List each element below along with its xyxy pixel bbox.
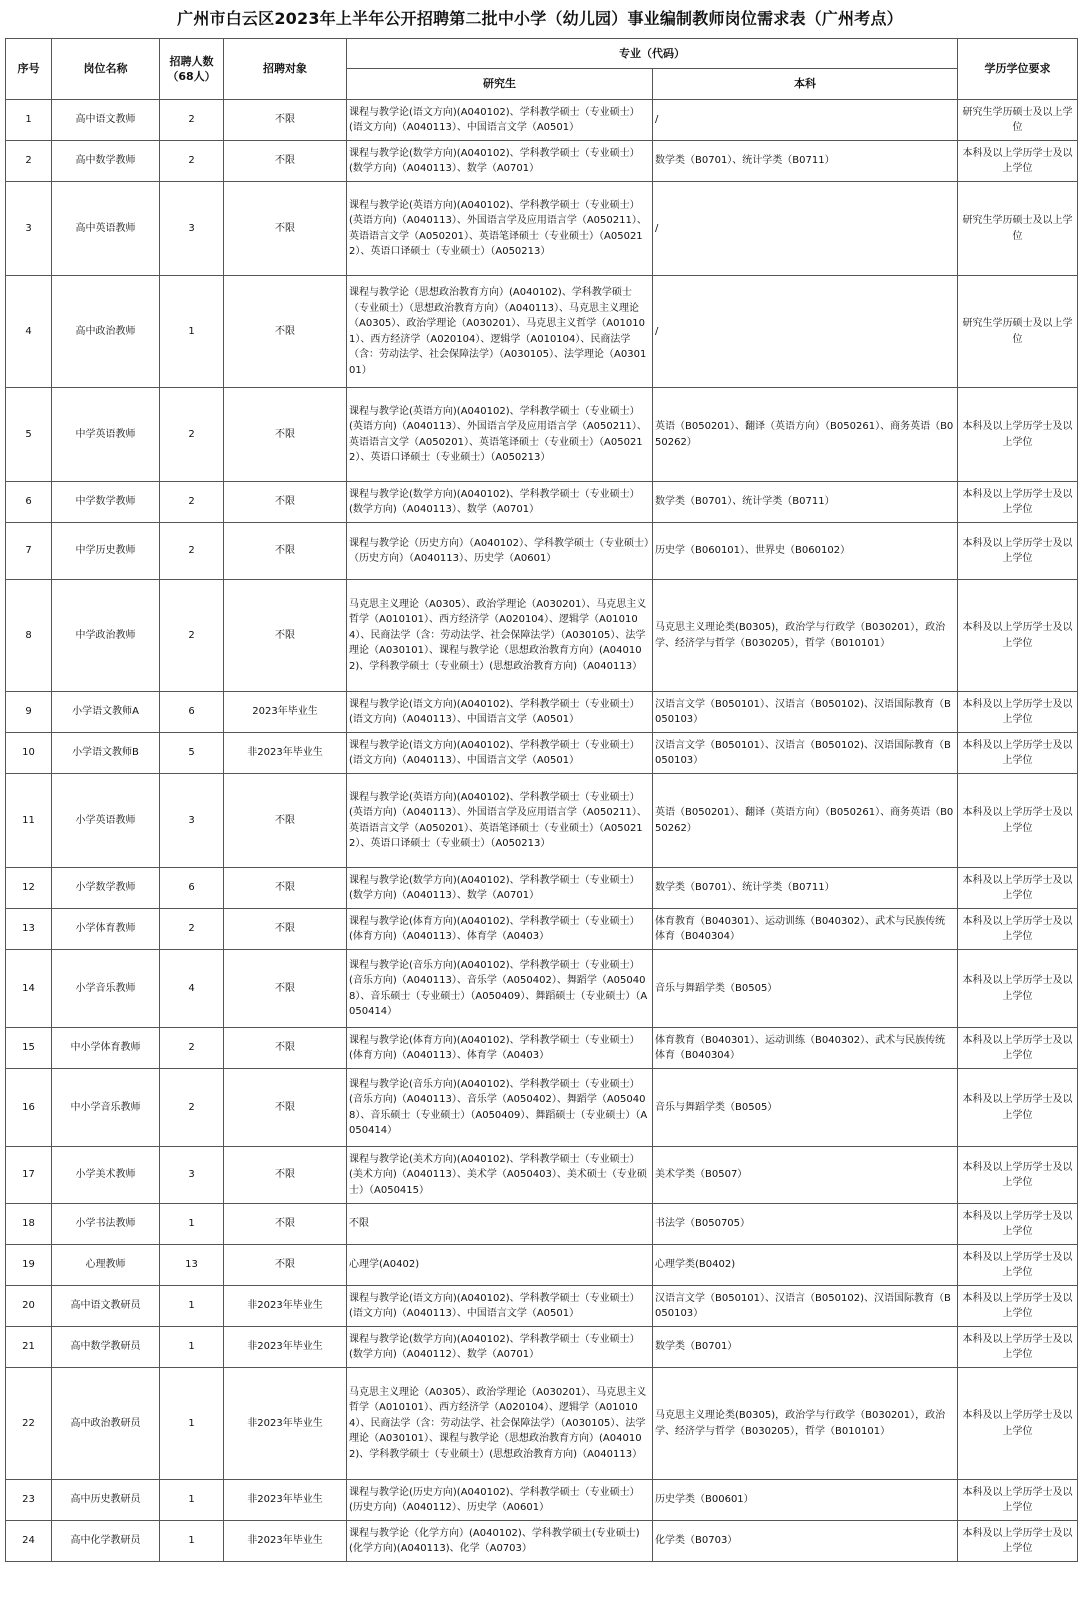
cell-count: 2 [160, 141, 224, 182]
cell-undergraduate-major: / [653, 276, 958, 388]
header-target: 招聘对象 [224, 39, 347, 100]
cell-seq: 14 [6, 950, 52, 1028]
table-row [6, 1327, 1078, 1368]
cell-target: 不限 [224, 523, 347, 580]
cell-seq: 13 [6, 909, 52, 950]
table-row [6, 1147, 1078, 1204]
cell-degree: 本科及以上学历学士及以上学位 [958, 733, 1078, 774]
cell-undergraduate-major: 数学类（B0701）、统计学类（B0711） [653, 482, 958, 523]
cell-count: 3 [160, 182, 224, 276]
cell-degree: 本科及以上学历学士及以上学位 [958, 909, 1078, 950]
cell-post: 高中语文教研员 [52, 1286, 160, 1327]
cell-graduate-major: 课程与教学论(数学方向)(A040102)、学科教学硕士（专业硕士）(数学方向)（A040113）、数学（A0701） [347, 868, 653, 909]
table-row [6, 1286, 1078, 1327]
cell-target: 不限 [224, 580, 347, 692]
cell-target: 非2023年毕业生 [224, 733, 347, 774]
table-row [6, 1069, 1078, 1147]
cell-post: 高中政治教研员 [52, 1368, 160, 1480]
cell-count: 1 [160, 1480, 224, 1521]
cell-count: 6 [160, 868, 224, 909]
table-row [6, 276, 1078, 388]
cell-graduate-major: 课程与教学论(数学方向)(A040102)、学科教学硕士（专业硕士）(数学方向)（A040113）、数学（A0701） [347, 141, 653, 182]
cell-count: 2 [160, 100, 224, 141]
cell-graduate-major: 不限 [347, 1204, 653, 1245]
recruitment-table [5, 38, 1078, 1562]
cell-degree: 研究生学历硕士及以上学位 [958, 100, 1078, 141]
cell-graduate-major: 课程与教学论(语文方向)(A040102)、学科教学硕士（专业硕士）(语文方向)（A040113）、中国语言文学（A0501） [347, 1286, 653, 1327]
cell-degree: 本科及以上学历学士及以上学位 [958, 950, 1078, 1028]
cell-count: 4 [160, 950, 224, 1028]
cell-seq: 15 [6, 1028, 52, 1069]
cell-graduate-major: 课程与教学论(体育方向)(A040102)、学科教学硕士（专业硕士）(体育方向)（A040113）、体育学（A0403） [347, 909, 653, 950]
cell-graduate-major: 课程与教学论(语文方向)(A040102)、学科教学硕士（专业硕士）(语文方向)（A040113）、中国语言文学（A0501） [347, 100, 653, 141]
cell-post: 小学数学教师 [52, 868, 160, 909]
header-post: 岗位名称 [52, 39, 160, 100]
header-undergraduate: 本科 [653, 69, 958, 100]
cell-target: 非2023年毕业生 [224, 1521, 347, 1562]
cell-count: 1 [160, 1327, 224, 1368]
header-seq: 序号 [6, 39, 52, 100]
cell-count: 2 [160, 580, 224, 692]
cell-post: 心理教师 [52, 1245, 160, 1286]
cell-graduate-major: 课程与教学论(英语方向)(A040102)、学科教学硕士（专业硕士）(英语方向)（A040113）、外国语言学及应用语言学（A050211）、英语语言文学（A050201）、英语笔译硕士（专业硕士）（A050212）、英语口译硕士（专业硕士）（A050213） [347, 388, 653, 482]
cell-graduate-major: 马克思主义理论（A0305）、政治学理论（A030201）、马克思主义哲学（A010101）、西方经济学（A020104）、逻辑学（A010104）、民商法学（含：劳动法学、社会保障法学）（A030105）、法学理论（A030101）、课程与教学论（思想政治教育方向）(A040102)、学科教学硕士（专业硕士）(思想政治教育方向)（A040113） [347, 580, 653, 692]
cell-undergraduate-major: 化学类（B0703） [653, 1521, 958, 1562]
cell-count: 1 [160, 1368, 224, 1480]
cell-graduate-major: 课程与教学论(体育方向)(A040102)、学科教学硕士（专业硕士）(体育方向)（A040113）、体育学（A0403） [347, 1028, 653, 1069]
cell-post: 小学语文教师A [52, 692, 160, 733]
cell-target: 非2023年毕业生 [224, 1286, 347, 1327]
cell-seq: 24 [6, 1521, 52, 1562]
cell-degree: 本科及以上学历学士及以上学位 [958, 1480, 1078, 1521]
cell-target: 不限 [224, 950, 347, 1028]
cell-target: 非2023年毕业生 [224, 1368, 347, 1480]
table-body [6, 100, 1078, 1562]
table-row [6, 141, 1078, 182]
table-row [6, 774, 1078, 868]
cell-degree: 本科及以上学历学士及以上学位 [958, 1327, 1078, 1368]
cell-count: 5 [160, 733, 224, 774]
header-major: 专业（代码） [347, 39, 958, 69]
cell-degree: 本科及以上学历学士及以上学位 [958, 1521, 1078, 1562]
cell-graduate-major: 课程与教学论（思想政治教育方向）(A040102)、学科教学硕士（专业硕士）（思想政治教育方向）（A040113）、马克思主义理论（A0305）、政治学理论（A030201）、马克思主义哲学（A010101）、西方经济学（A020104）、逻辑学（A010104）、民商法学（含：劳动法学、社会保障法学）（A030105）、法学理论（A030101） [347, 276, 653, 388]
cell-count: 2 [160, 388, 224, 482]
cell-seq: 4 [6, 276, 52, 388]
cell-degree: 本科及以上学历学士及以上学位 [958, 388, 1078, 482]
cell-seq: 1 [6, 100, 52, 141]
cell-graduate-major: 课程与教学论(数学方向)(A040102)、学科教学硕士（专业硕士）(数学方向)（A040113）、数学（A0701） [347, 482, 653, 523]
cell-seq: 6 [6, 482, 52, 523]
header-graduate: 研究生 [347, 69, 653, 100]
cell-seq: 5 [6, 388, 52, 482]
cell-target: 2023年毕业生 [224, 692, 347, 733]
cell-post: 高中英语教师 [52, 182, 160, 276]
cell-undergraduate-major: 英语（B050201）、翻译（英语方向）（B050261）、商务英语（B050262） [653, 774, 958, 868]
cell-post: 中小学音乐教师 [52, 1069, 160, 1147]
cell-undergraduate-major: 书法学（B050705） [653, 1204, 958, 1245]
cell-count: 3 [160, 1147, 224, 1204]
cell-post: 高中政治教师 [52, 276, 160, 388]
cell-degree: 本科及以上学历学士及以上学位 [958, 774, 1078, 868]
cell-count: 13 [160, 1245, 224, 1286]
cell-undergraduate-major: 数学类（B0701） [653, 1327, 958, 1368]
cell-undergraduate-major: 数学类（B0701）、统计学类（B0711） [653, 141, 958, 182]
header-count: 招聘人数（68人） [160, 39, 224, 100]
cell-seq: 10 [6, 733, 52, 774]
cell-count: 1 [160, 276, 224, 388]
cell-undergraduate-major: 马克思主义理论类(B0305)，政治学与行政学（B030201），政治学、经济学与哲学（B030205），哲学（B010101） [653, 1368, 958, 1480]
cell-undergraduate-major: 音乐与舞蹈学类（B0505） [653, 1069, 958, 1147]
header-row-1 [6, 39, 1078, 69]
cell-post: 中学历史教师 [52, 523, 160, 580]
cell-undergraduate-major: 历史学（B060101）、世界史（B060102） [653, 523, 958, 580]
table-row [6, 1521, 1078, 1562]
cell-undergraduate-major: 美术学类（B0507） [653, 1147, 958, 1204]
cell-target: 不限 [224, 1245, 347, 1286]
cell-post: 高中数学教研员 [52, 1327, 160, 1368]
cell-seq: 12 [6, 868, 52, 909]
cell-graduate-major: 课程与教学论(语文方向)(A040102)、学科教学硕士（专业硕士）(语文方向)（A040113）、中国语言文学（A0501） [347, 692, 653, 733]
cell-target: 不限 [224, 182, 347, 276]
table-row [6, 950, 1078, 1028]
cell-seq: 19 [6, 1245, 52, 1286]
cell-graduate-major: 课程与教学论(音乐方向)(A040102)、学科教学硕士（专业硕士）(音乐方向)（A040113）、音乐学（A050402）、舞蹈学（A050408）、音乐硕士（专业硕士）（A050409）、舞蹈硕士（专业硕士）（A050414） [347, 950, 653, 1028]
cell-undergraduate-major: 汉语言文学（B050101）、汉语言（B050102)、汉语国际教育（B050103） [653, 1286, 958, 1327]
table-row [6, 1480, 1078, 1521]
cell-graduate-major: 课程与教学论(语文方向)(A040102)、学科教学硕士（专业硕士）(语文方向)（A040113）、中国语言文学（A0501） [347, 733, 653, 774]
cell-seq: 18 [6, 1204, 52, 1245]
table-row [6, 1204, 1078, 1245]
cell-seq: 9 [6, 692, 52, 733]
table-row [6, 523, 1078, 580]
cell-post: 中学数学教师 [52, 482, 160, 523]
cell-seq: 11 [6, 774, 52, 868]
cell-target: 不限 [224, 100, 347, 141]
cell-seq: 22 [6, 1368, 52, 1480]
cell-post: 小学美术教师 [52, 1147, 160, 1204]
cell-target: 不限 [224, 141, 347, 182]
cell-post: 高中历史教研员 [52, 1480, 160, 1521]
cell-target: 不限 [224, 1028, 347, 1069]
cell-target: 非2023年毕业生 [224, 1480, 347, 1521]
cell-undergraduate-major: 英语（B050201）、翻译（英语方向）（B050261）、商务英语（B050262） [653, 388, 958, 482]
cell-undergraduate-major: 数学类（B0701）、统计学类（B0711） [653, 868, 958, 909]
cell-target: 不限 [224, 909, 347, 950]
cell-degree: 本科及以上学历学士及以上学位 [958, 1069, 1078, 1147]
header-degree: 学历学位要求 [958, 39, 1078, 100]
table-row [6, 868, 1078, 909]
table-row [6, 733, 1078, 774]
cell-post: 小学英语教师 [52, 774, 160, 868]
cell-target: 不限 [224, 388, 347, 482]
cell-seq: 8 [6, 580, 52, 692]
table-row [6, 1245, 1078, 1286]
cell-graduate-major: 课程与教学论(音乐方向)(A040102)、学科教学硕士（专业硕士）(音乐方向)（A040113）、音乐学（A050402）、舞蹈学（A050408）、音乐硕士（专业硕士）（A050409）、舞蹈硕士（专业硕士）（A050414） [347, 1069, 653, 1147]
cell-undergraduate-major: / [653, 100, 958, 141]
cell-undergraduate-major: 心理学类(B0402) [653, 1245, 958, 1286]
cell-seq: 17 [6, 1147, 52, 1204]
cell-count: 1 [160, 1204, 224, 1245]
cell-count: 3 [160, 774, 224, 868]
table-row [6, 388, 1078, 482]
cell-degree: 本科及以上学历学士及以上学位 [958, 1368, 1078, 1480]
cell-undergraduate-major: 历史学类（B00601） [653, 1480, 958, 1521]
table-row [6, 482, 1078, 523]
cell-degree: 本科及以上学历学士及以上学位 [958, 482, 1078, 523]
cell-degree: 研究生学历硕士及以上学位 [958, 276, 1078, 388]
cell-undergraduate-major: 体育教育（B040301）、运动训练（B040302）、武术与民族传统体育（B040304） [653, 1028, 958, 1069]
cell-degree: 本科及以上学历学士及以上学位 [958, 523, 1078, 580]
cell-degree: 本科及以上学历学士及以上学位 [958, 1286, 1078, 1327]
table-row [6, 182, 1078, 276]
cell-post: 高中化学教研员 [52, 1521, 160, 1562]
cell-undergraduate-major: 音乐与舞蹈学类（B0505） [653, 950, 958, 1028]
cell-graduate-major: 课程与教学论（化学方向）(A040102)、学科教学硕士(专业硕士)(化学方向)(A040113)、化学（A0703） [347, 1521, 653, 1562]
table-row [6, 580, 1078, 692]
table-row [6, 100, 1078, 141]
cell-seq: 7 [6, 523, 52, 580]
cell-post: 高中数学教师 [52, 141, 160, 182]
cell-graduate-major: 课程与教学论(英语方向)(A040102)、学科教学硕士（专业硕士）(英语方向)（A040113）、外国语言学及应用语言学（A050211）、英语语言文学（A050201）、英语笔译硕士（专业硕士）（A050212）、英语口译硕士（专业硕士）（A050213） [347, 774, 653, 868]
cell-seq: 2 [6, 141, 52, 182]
cell-degree: 本科及以上学历学士及以上学位 [958, 1245, 1078, 1286]
table-row [6, 909, 1078, 950]
cell-graduate-major: 课程与教学论(数学方向)(A040102)、学科教学硕士（专业硕士）(数学方向)（A040112）、数学（A0701） [347, 1327, 653, 1368]
cell-degree: 本科及以上学历学士及以上学位 [958, 1204, 1078, 1245]
cell-target: 不限 [224, 868, 347, 909]
table-row [6, 1028, 1078, 1069]
cell-count: 2 [160, 1069, 224, 1147]
cell-target: 不限 [224, 276, 347, 388]
cell-seq: 16 [6, 1069, 52, 1147]
page-title: 广州市白云区2023年上半年公开招聘第二批中小学（幼儿园）事业编制教师岗位需求表（广州考点） [177, 9, 903, 28]
cell-count: 2 [160, 482, 224, 523]
cell-degree: 本科及以上学历学士及以上学位 [958, 580, 1078, 692]
cell-degree: 本科及以上学历学士及以上学位 [958, 1028, 1078, 1069]
cell-undergraduate-major: 汉语言文学（B050101）、汉语言（B050102)、汉语国际教育（B050103） [653, 692, 958, 733]
cell-degree: 本科及以上学历学士及以上学位 [958, 1147, 1078, 1204]
cell-graduate-major: 课程与教学论(英语方向)(A040102)、学科教学硕士（专业硕士）(英语方向)（A040113）、外国语言学及应用语言学（A050211）、英语语言文学（A050201）、英语笔译硕士（专业硕士）（A050212）、英语口译硕士（专业硕士）（A050213） [347, 182, 653, 276]
cell-target: 非2023年毕业生 [224, 1327, 347, 1368]
cell-count: 2 [160, 909, 224, 950]
cell-post: 小学音乐教师 [52, 950, 160, 1028]
cell-graduate-major: 课程与教学论(历史方向)(A040102)、学科教学硕士（专业硕士）(历史方向)（A040112）、历史学（A0601） [347, 1480, 653, 1521]
cell-target: 不限 [224, 482, 347, 523]
cell-seq: 20 [6, 1286, 52, 1327]
cell-post: 小学语文教师B [52, 733, 160, 774]
cell-count: 6 [160, 692, 224, 733]
table-row [6, 1368, 1078, 1480]
cell-count: 2 [160, 1028, 224, 1069]
cell-post: 中学英语教师 [52, 388, 160, 482]
cell-count: 1 [160, 1286, 224, 1327]
cell-count: 1 [160, 1521, 224, 1562]
cell-undergraduate-major: 马克思主义理论类(B0305)，政治学与行政学（B030201），政治学、经济学与哲学（B030205），哲学（B010101） [653, 580, 958, 692]
cell-post: 小学体育教师 [52, 909, 160, 950]
table-row [6, 692, 1078, 733]
cell-target: 不限 [224, 1069, 347, 1147]
cell-target: 不限 [224, 1204, 347, 1245]
cell-undergraduate-major: 体育教育（B040301）、运动训练（B040302）、武术与民族传统体育（B040304） [653, 909, 958, 950]
cell-post: 中学政治教师 [52, 580, 160, 692]
cell-post: 中小学体育教师 [52, 1028, 160, 1069]
cell-seq: 23 [6, 1480, 52, 1521]
cell-graduate-major: 心理学(A0402) [347, 1245, 653, 1286]
cell-graduate-major: 课程与教学论(美术方向)(A040102)、学科教学硕士（专业硕士）(美术方向)（A040113）、美术学（A050403）、美术硕士（专业硕士）（A050415） [347, 1147, 653, 1204]
cell-undergraduate-major: / [653, 182, 958, 276]
cell-seq: 3 [6, 182, 52, 276]
cell-target: 不限 [224, 774, 347, 868]
cell-graduate-major: 马克思主义理论（A0305）、政治学理论（A030201）、马克思主义哲学（A010101）、西方经济学（A020104）、逻辑学（A010104）、民商法学（含：劳动法学、社会保障法学）（A030105）、法学理论（A030101）、课程与教学论（思想政治教育方向）(A040102)、学科教学硕士（专业硕士）(思想政治教育方向)（A040113） [347, 1368, 653, 1480]
cell-post: 高中语文教师 [52, 100, 160, 141]
cell-target: 不限 [224, 1147, 347, 1204]
cell-degree: 本科及以上学历学士及以上学位 [958, 141, 1078, 182]
cell-graduate-major: 课程与教学论（历史方向）（A040102）、学科教学硕士（专业硕士）（历史方向）（A040113）、历史学（A0601） [347, 523, 653, 580]
cell-degree: 研究生学历硕士及以上学位 [958, 182, 1078, 276]
cell-undergraduate-major: 汉语言文学（B050101）、汉语言（B050102)、汉语国际教育（B050103） [653, 733, 958, 774]
cell-post: 小学书法教师 [52, 1204, 160, 1245]
cell-count: 2 [160, 523, 224, 580]
cell-seq: 21 [6, 1327, 52, 1368]
cell-degree: 本科及以上学历学士及以上学位 [958, 868, 1078, 909]
cell-degree: 本科及以上学历学士及以上学位 [958, 692, 1078, 733]
